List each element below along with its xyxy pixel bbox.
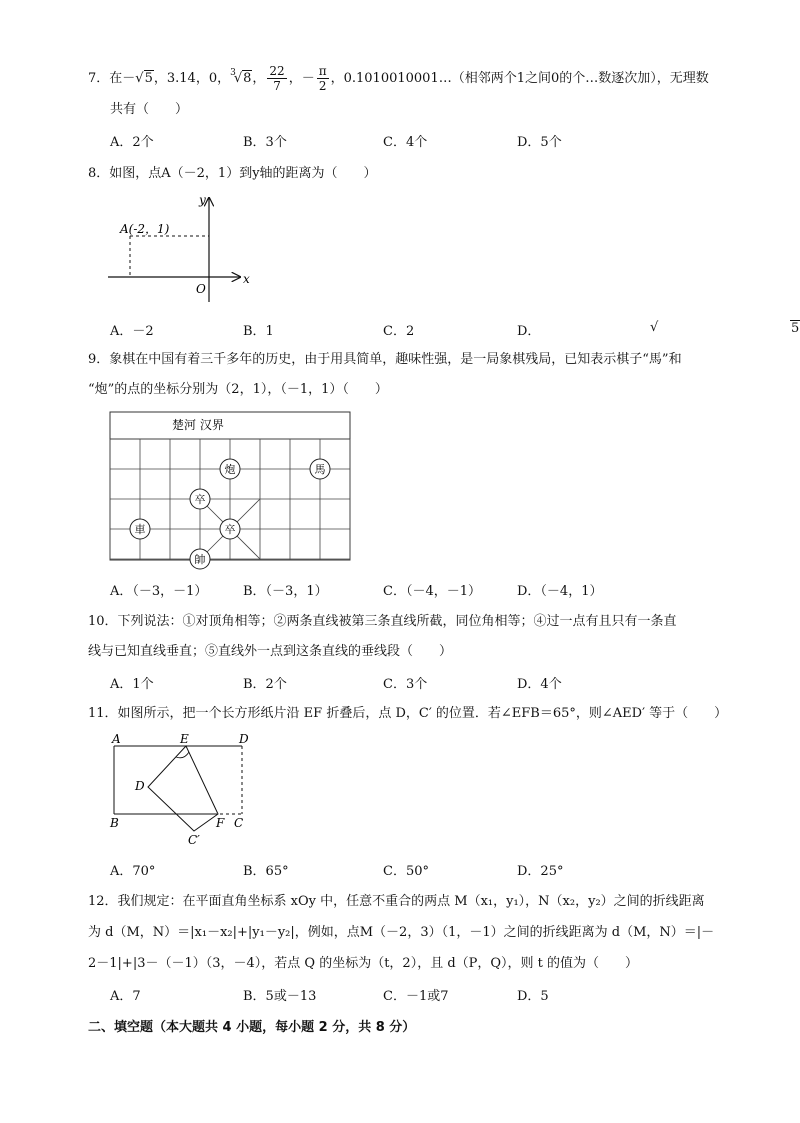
fraction-22-7 bbox=[267, 64, 286, 93]
piece-ju bbox=[130, 519, 150, 539]
q7-line2-text: 共有（ ） bbox=[110, 102, 189, 117]
piece-shuai bbox=[190, 549, 210, 569]
q11-text: 11．如图所示，把一个长方形纸片沿 EF 折叠后，点 D，C′ 的位置．若∠EFB＝65°，则∠AED′ 等于（ ） bbox=[88, 706, 728, 721]
q11-options bbox=[110, 860, 750, 880]
q11-option-b[interactable]: B．65° bbox=[243, 864, 289, 879]
q10-line1: 10．下列说法：①对顶角相等；②两条直线被第三条直线所截，同位角相等；④过一点有且只有一条直 bbox=[88, 614, 677, 629]
section-heading: 二、填空题（本大题共 4 小题，每小题 2 分，共 8 分） bbox=[88, 1020, 416, 1035]
y-axis-label: y bbox=[199, 193, 206, 207]
label-e: E bbox=[180, 732, 189, 746]
q7-prefix: 在－ bbox=[109, 71, 136, 86]
q10-line2-text: 线与已知直线垂直；⑤直线外一点到这条直线的垂线段（ ） bbox=[88, 644, 453, 659]
board-grid bbox=[110, 439, 350, 560]
label-c-prime: C′ bbox=[188, 833, 200, 847]
origin-label: O bbox=[196, 282, 206, 296]
q10-option-c[interactable]: C．3个 bbox=[383, 677, 428, 692]
label-a: A bbox=[112, 732, 121, 746]
q11-option-d[interactable]: D．25° bbox=[517, 864, 564, 879]
piece-ma bbox=[310, 459, 330, 479]
q12-line1: 12．我们规定：在平面直角坐标系 xOy 中，任意不重合的两点 M（x₁，y₁），N（x₂，y₂）之间的折线距离 bbox=[88, 894, 705, 909]
q9-option-d[interactable]: D．（－4，1） bbox=[517, 584, 603, 599]
q8-option-d-value: 5 bbox=[791, 321, 800, 336]
q12-line3 bbox=[88, 954, 638, 974]
svg-text:帥: 帥 bbox=[194, 553, 206, 566]
q12-options bbox=[110, 985, 750, 1005]
question-8 bbox=[88, 164, 377, 184]
q7-suffix: ，0.1010010001…（相邻两个1之间0的个…数逐次加），无理数 bbox=[330, 71, 709, 86]
svg-text:馬: 馬 bbox=[314, 463, 326, 476]
q9-line1: 9．象棋在中国有着三千多年的历史，由于用具简单，趣味性强，是一局象棋残局，已知表示棋子“馬”和 bbox=[88, 352, 682, 367]
fraction-numerator: 22 bbox=[269, 64, 285, 78]
fraction-numerator: π bbox=[318, 64, 327, 78]
q7-option-a[interactable]: A．2个 bbox=[110, 135, 154, 150]
piece-pao bbox=[220, 459, 240, 479]
x-axis-label: x bbox=[243, 272, 250, 286]
cbrt-index: 3 bbox=[230, 68, 236, 78]
q7-number: 7． bbox=[88, 71, 110, 86]
q7-neg: ，－ bbox=[288, 71, 315, 86]
q7-options bbox=[110, 131, 750, 151]
q11-option-a[interactable]: A．70° bbox=[110, 864, 156, 879]
fraction-denominator: 2 bbox=[318, 79, 327, 93]
label-c: C bbox=[234, 816, 244, 830]
svg-text:卒: 卒 bbox=[194, 493, 206, 506]
q10-option-d[interactable]: D．4个 bbox=[517, 677, 562, 692]
svg-text:車: 車 bbox=[134, 523, 146, 536]
q7-option-c[interactable]: C．4个 bbox=[383, 135, 428, 150]
q12-line2 bbox=[88, 923, 714, 943]
river-label: 楚河 汉界 bbox=[172, 418, 224, 432]
label-b: B bbox=[110, 816, 119, 830]
q12-option-a[interactable]: A．7 bbox=[110, 989, 141, 1004]
q9-option-c[interactable]: C．（－4，－1） bbox=[383, 584, 481, 599]
q12-option-c[interactable]: C．－1或7 bbox=[383, 989, 449, 1004]
point-a-label: A(-2，1) bbox=[120, 222, 170, 236]
label-f: F bbox=[216, 816, 225, 830]
radical-sign: √ bbox=[135, 71, 144, 86]
piece-zu-2 bbox=[220, 519, 240, 539]
q9-option-a[interactable]: A．（－3，－1） bbox=[110, 584, 208, 599]
q10-option-b[interactable]: B．2个 bbox=[243, 677, 287, 692]
question-9 bbox=[88, 350, 682, 370]
q9-line2 bbox=[88, 380, 388, 400]
q8-option-c[interactable]: C．2 bbox=[383, 324, 415, 339]
question-12 bbox=[88, 892, 705, 912]
q8-options bbox=[110, 320, 800, 340]
radical-sign: √ bbox=[233, 71, 243, 86]
q9-option-b[interactable]: B．（－3，1） bbox=[243, 584, 328, 599]
q7-line2 bbox=[88, 100, 188, 120]
q10-option-a[interactable]: A．1个 bbox=[110, 677, 154, 692]
q12-line3-text: 2－1|+|3－（－1）（3，－4），若点 Q 的坐标为（t，2），且 d（P，Q），则 t 的值为（ ） bbox=[88, 956, 639, 971]
radical-sign: √ bbox=[650, 320, 659, 335]
q9-options bbox=[110, 580, 750, 600]
question-11 bbox=[88, 704, 727, 724]
svg-text:炮: 炮 bbox=[224, 463, 236, 476]
q8-option-d-label: D． bbox=[517, 324, 541, 339]
fraction-pi-2 bbox=[317, 64, 329, 93]
question-10 bbox=[88, 612, 677, 632]
q10-line2 bbox=[88, 642, 452, 662]
q7-option-b[interactable]: B．3个 bbox=[243, 135, 287, 150]
piece-zu-1 bbox=[190, 489, 210, 509]
label-d-corner: D bbox=[239, 732, 249, 746]
q7-option-d[interactable]: D．5个 bbox=[517, 135, 562, 150]
q8-text: 8．如图，点A（－2，1）到y轴的距离为（ ） bbox=[88, 166, 377, 181]
label-d-folded: D bbox=[135, 779, 145, 793]
fraction-denominator: 7 bbox=[273, 79, 281, 93]
q7-list1: ，3.14，0， bbox=[153, 71, 231, 86]
q12-option-d[interactable]: D．5 bbox=[517, 989, 549, 1004]
q7-sqrt5: 5 bbox=[144, 71, 153, 86]
question-7: 7．在－√5，3.14，0，$^3$√8， $\frac{22}{7}$ ，－ $\frac{\pi}{2}$ ，0.1010010001…（相邻两个1之间0的个…数逐次加），无理数 bbox=[88, 64, 709, 93]
q12-option-b[interactable]: B．5或－13 bbox=[243, 989, 317, 1004]
q9-line2-text: “炮”的点的坐标分别为（2，1），（－1，1）（ ） bbox=[88, 382, 388, 397]
chess-board-figure bbox=[108, 410, 354, 570]
q7-cbrt-value: 8 bbox=[243, 71, 252, 86]
q10-options bbox=[110, 673, 750, 693]
q8-option-b[interactable]: B．1 bbox=[243, 324, 274, 339]
folded-rectangle-figure bbox=[106, 732, 266, 847]
q8-coordinate-figure bbox=[100, 190, 260, 305]
q11-option-c[interactable]: C．50° bbox=[383, 864, 429, 879]
q12-line2-text: 为 d（M，N）＝|x₁－x₂|+|y₁－y₂|，例如，点M（－2，3）（1，－1）之间的折线距离为 d（M，N）＝|－ bbox=[88, 925, 715, 940]
svg-text:卒: 卒 bbox=[224, 523, 236, 536]
q8-option-a[interactable]: A．－2 bbox=[110, 324, 154, 339]
